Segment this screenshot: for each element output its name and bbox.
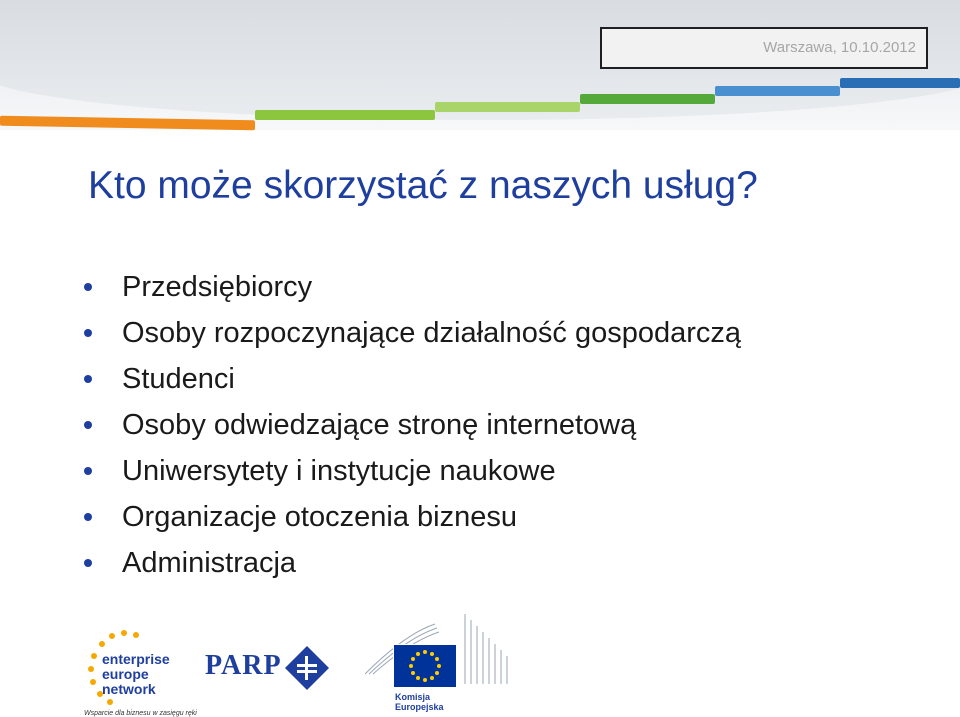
bullet-icon xyxy=(84,513,92,521)
strip-blue-1 xyxy=(715,86,840,96)
een-logo xyxy=(80,624,197,717)
strip-blue-2 xyxy=(840,78,960,88)
header-band xyxy=(0,0,960,130)
list-item xyxy=(82,310,741,356)
list-item xyxy=(82,402,741,448)
list-item xyxy=(82,448,741,494)
slide-title: Kto może skorzystać z naszych usług? xyxy=(88,164,758,207)
list-item xyxy=(82,540,741,586)
strip-green-3 xyxy=(580,94,715,104)
list-item xyxy=(82,494,741,540)
list-item-text: Osoby rozpoczynające działalność gospodarczą xyxy=(122,317,742,349)
list-item-text: Studenci xyxy=(122,363,235,395)
een-logo-text xyxy=(102,652,170,697)
bullet-icon xyxy=(84,421,92,429)
list-item-text: Osoby odwiedzające stronę internetową xyxy=(122,409,637,441)
een-line-2: europe xyxy=(102,666,149,682)
bullet-icon xyxy=(84,467,92,475)
ec-line-1: Komisja xyxy=(395,692,431,702)
bullet-icon xyxy=(84,329,92,337)
parp-logo-text: PARP xyxy=(205,650,282,681)
strip-orange xyxy=(0,116,255,130)
list-item-text: Przedsiębiorcy xyxy=(122,271,313,303)
een-line-3: network xyxy=(102,681,156,697)
eu-flag-icon xyxy=(393,644,457,688)
list-item xyxy=(82,356,741,402)
bullet-icon xyxy=(84,559,92,567)
een-line-1: enterprise xyxy=(102,651,170,667)
een-tagline: Wsparcie dla biznesu w zasięgu ręki xyxy=(84,710,197,717)
date-box: Warszawa, 10.10.2012 xyxy=(600,27,928,69)
list-item-text: Uniwersytety i instytucje naukowe xyxy=(122,455,556,487)
bullet-list xyxy=(82,264,741,586)
eu-stars-icon xyxy=(394,645,456,687)
strip-green-1 xyxy=(255,110,435,120)
ec-logo-text xyxy=(395,692,444,712)
bullet-icon xyxy=(84,375,92,383)
parp-emblem-icon xyxy=(285,646,329,690)
bullet-icon xyxy=(84,283,92,291)
strip-green-2 xyxy=(435,102,580,112)
list-item xyxy=(82,264,741,310)
list-item-text: Administracja xyxy=(122,547,297,579)
ec-logo xyxy=(365,614,510,716)
logo-bar xyxy=(0,610,960,716)
list-item-text: Organizacje otoczenia biznesu xyxy=(122,501,517,533)
ec-line-2: Europejska xyxy=(395,702,444,712)
